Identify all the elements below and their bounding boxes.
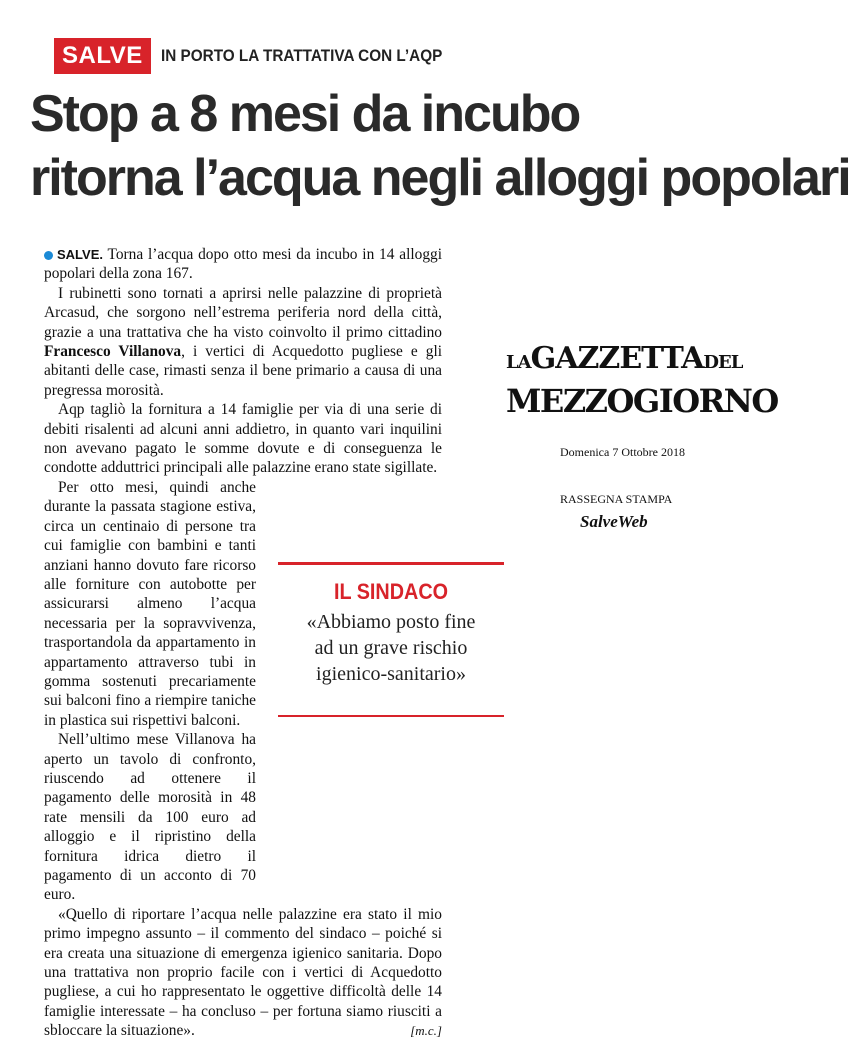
article-lead: SALVE. xyxy=(57,247,103,262)
masthead-gazzetta: GAZZETTA xyxy=(530,341,704,376)
article-paragraph-6 xyxy=(44,905,442,1041)
edition-date: Domenica 7 Ottobre 2018 xyxy=(560,445,685,459)
headline-line-1: Stop a 8 mesi da incubo xyxy=(30,85,580,143)
headline-line-2: ritorna l’acqua negli alloggi popolari xyxy=(30,149,850,207)
paragraph-6-text: «Quello di riportare l’acqua nelle palazzine era stato il mio primo impegno assunto – il commento del sindaco – poiché si era creata una situazione di emergenza igienico sanitaria. Dopo una trattativa non proprio facile con i vertici di Acquedotto pugliese, a cui ho rappresentato le oggettive difficoltà delle 14 famiglie interessate – ha concluso – per fortuna siamo riusciti a sbloccare la situazione». xyxy=(44,905,442,1040)
source-label: SalveWeb xyxy=(580,512,648,531)
paragraph-1-text: Torna l’acqua dopo otto mesi da incubo in 14 alloggi popolari della zona 167. xyxy=(44,246,442,283)
kicker xyxy=(54,38,473,74)
article-paragraph-2 xyxy=(44,284,442,400)
article-paragraph-4: Per otto mesi, quindi anche durante la passata stagione estiva, circa un centinaio di persone tra cui famiglie con bambini e tanti anziani hanno dovuto fare ricorso alle forniture con autobotte per assicurarsi almeno l’acqua necessaria per la sopravvivenza, trasportandola da appartamento in appartamento attraverso tubi in gomma sostenuti precariamente sui balconi fino a riempire taniche in plastica sui rispettivi balconi. xyxy=(44,478,256,729)
author-signature: [m.c.] xyxy=(410,1023,442,1039)
paragraph-2-text-a: I rubinetti sono tornati a aprirsi nelle palazzine di proprietà Arcasud, che sorgono nell’estrema periferia nord della città, grazie a una trattativa che ha visto coinvolto il primo cittadino xyxy=(44,284,442,341)
kicker-text: IN PORTO LA TRATTATIVA CON L’AQP xyxy=(160,46,443,65)
pullquote-title: IL SINDACO xyxy=(333,579,449,604)
newspaper-masthead-logo xyxy=(506,340,778,424)
paragraph-2-text-b: , i vertici di Acquedotto pugliese e gli abitanti delle case, rimasti senza il bene primario a causa di una pregressa morosità. xyxy=(44,343,442,399)
pullquote-line-3: igienico-sanitario» xyxy=(316,663,466,685)
mayor-name: Francesco Villanova xyxy=(44,343,182,361)
masthead-del: DEL xyxy=(703,352,743,373)
article-paragraph-1 xyxy=(44,245,442,284)
masthead-mezzogiorno: MEZZOGIORNO xyxy=(506,382,778,420)
rassegna-stampa-label: RASSEGNA STAMPA xyxy=(560,492,673,506)
pullquote-box xyxy=(278,562,504,717)
bullet-dot-icon xyxy=(44,251,53,260)
headline xyxy=(30,82,850,210)
pullquote-line-1: «Abbiamo posto fine xyxy=(306,611,476,633)
article-paragraph-3: Aqp tagliò la fornitura a 14 famiglie per via di una serie di debiti risalenti ad alcuni anni addietro, in quanto vari inquilini non avevano pagato le somme dovute e di conseguenza le condotte adduttrici principali alle palazzine erano state sigillate. xyxy=(44,401,442,477)
pullquote-line-2: ad un grave rischio xyxy=(314,637,468,659)
masthead-la: LA xyxy=(506,352,531,373)
location-tag: SALVE xyxy=(54,38,151,74)
pullquote-text xyxy=(278,609,504,687)
article-paragraph-5: Nell’ultimo mese Villanova ha aperto un tavolo di confronto, riuscendo ad ottenere il pagamento delle morosità in 48 rate mensili da 100 euro ad alloggio e il ripristino della fornitura idrica dietro il pagamento di un acconto di 70 euro. xyxy=(44,731,256,904)
masthead-row-1 xyxy=(506,340,768,382)
